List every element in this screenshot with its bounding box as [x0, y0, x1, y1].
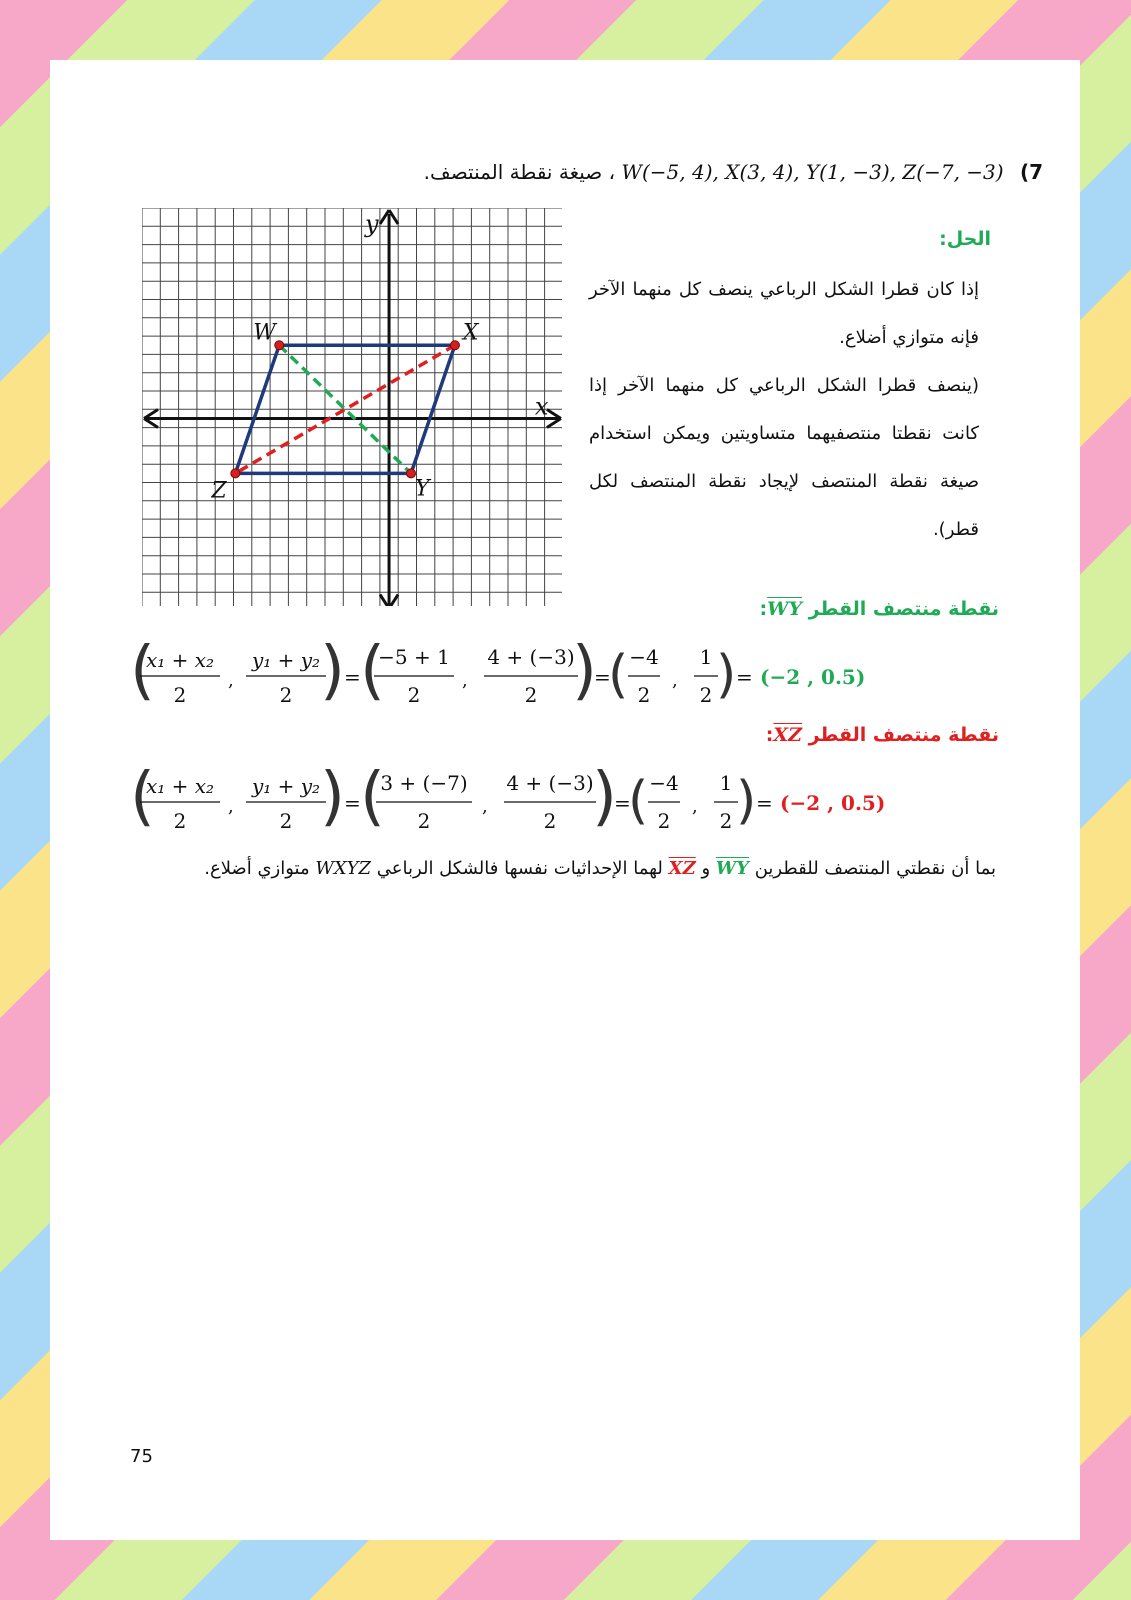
- wy-label-text: نقطة منتصف القطر: [808, 598, 999, 620]
- eq2-den-4: 2: [543, 809, 557, 833]
- svg-text:): ): [320, 760, 345, 834]
- eq2-den-3: 2: [417, 809, 431, 833]
- svg-text:=: =: [344, 791, 361, 815]
- point-label-z: Z: [211, 478, 227, 504]
- point-x: [450, 341, 459, 350]
- point-w: [275, 341, 284, 350]
- eq2-den-2: 2: [279, 809, 293, 833]
- conclusion-quad: WXYZ: [315, 858, 372, 879]
- eq1-sub-x: −5 + 1: [378, 645, 450, 669]
- svg-text:(: (: [130, 634, 155, 708]
- point-label-y: Y: [415, 476, 430, 502]
- conclusion-part3: متوازي أضلاع.: [204, 858, 310, 879]
- svg-text:): ): [572, 634, 597, 708]
- conclusion-wy: $\overline{WY}$: [715, 858, 749, 879]
- solution-paragraph-1: إذا كان قطرا الشكل الرباعي ينصف كل منهما الآخر فإنه متوازي أضلاع.: [589, 279, 979, 348]
- y-axis-label: y: [365, 210, 379, 238]
- conclusion: [96, 858, 996, 879]
- problem-statement: [143, 160, 1043, 184]
- eq1-den-1: 2: [173, 683, 187, 707]
- svg-text:=: =: [736, 665, 753, 689]
- eq2-formula-y: y₁ + y₂: [251, 774, 321, 798]
- conclusion-part2: لهما الإحداثيات نفسها فالشكل الرباعي: [376, 858, 663, 879]
- svg-text:=: =: [594, 665, 611, 689]
- xz-label-text: نقطة منتصف القطر: [808, 724, 999, 746]
- eq2-result: (−2 , 0.5): [780, 791, 886, 815]
- svg-text:(: (: [130, 760, 155, 834]
- eq1-den-6: 2: [699, 683, 713, 707]
- xz-diagonal-name: $\overline{XZ}$: [773, 724, 803, 746]
- svg-text:): ): [320, 634, 345, 708]
- svg-text:,: ,: [672, 670, 678, 691]
- svg-text:=: =: [756, 791, 773, 815]
- xz-midpoint-label: [766, 724, 999, 746]
- eq2-den-1: 2: [173, 809, 187, 833]
- svg-text:,: ,: [228, 796, 234, 817]
- eq1-den-4: 2: [524, 683, 538, 707]
- solution-label: الحل:: [939, 228, 991, 250]
- svg-text:,: ,: [482, 796, 488, 817]
- eq2-sub-x: 3 + (−7): [380, 771, 468, 795]
- conclusion-xz: $\overline{XZ}$: [668, 858, 696, 879]
- coordinate-graph: [142, 208, 562, 610]
- problem-suffix: ، صيغة نقطة المنتصف.: [423, 160, 616, 184]
- eq1-sub-y: 4 + (−3): [487, 645, 575, 669]
- eq1-den-3: 2: [407, 683, 421, 707]
- svg-text:(: (: [608, 645, 629, 705]
- problem-number: 7): [1019, 160, 1043, 184]
- eq2-res-x: −4: [649, 771, 679, 795]
- problem-coordinates: W(−5, 4), X(3, 4), Y(1, −3), Z(−7, −3): [621, 160, 1004, 184]
- eq2-formula-x: x₁ + x₂: [145, 774, 215, 798]
- eq2-res-y: 1: [719, 771, 733, 795]
- svg-text:=: =: [614, 791, 631, 815]
- eq1-den-2: 2: [279, 683, 293, 707]
- eq2-den-5: 2: [657, 809, 671, 833]
- wy-midpoint-label: [760, 598, 999, 620]
- wy-colon: :: [759, 598, 768, 620]
- eq2-den-6: 2: [719, 809, 733, 833]
- svg-text:): ): [592, 760, 617, 834]
- eq1-den-5: 2: [637, 683, 651, 707]
- xz-colon: :: [765, 724, 774, 746]
- solution-paragraph-2: (ينصف قطرا الشكل الرباعي كل منهما الآخر إذا كانت نقطتا منتصفيهما متساويتين ويمكن استخدام صيغة نقطة المنتصف لإيجاد نقطة المنتصف لكل قطر).: [589, 375, 979, 540]
- svg-text:): ): [716, 645, 737, 705]
- point-z: [231, 469, 240, 478]
- eq1-res-x: −4: [629, 645, 659, 669]
- conclusion-part1: بما أن نقطتي المنتصف للقطرين: [754, 858, 996, 879]
- point-label-w: W: [253, 320, 276, 346]
- graph-svg: [142, 208, 562, 606]
- eq1-formula-y: y₁ + y₂: [251, 648, 321, 672]
- point-label-x: X: [462, 320, 479, 346]
- svg-text:,: ,: [462, 670, 468, 691]
- eq1-formula-x: x₁ + x₂: [145, 648, 215, 672]
- svg-text:): ): [736, 771, 757, 831]
- svg-text:=: =: [344, 665, 361, 689]
- svg-text:(: (: [628, 771, 649, 831]
- eq1-res-y: 1: [699, 645, 713, 669]
- equation-xz: [120, 760, 940, 844]
- equation-wy: [120, 634, 920, 718]
- conclusion-and: و: [701, 858, 711, 879]
- svg-text:(: (: [360, 760, 385, 834]
- x-axis-label: x: [534, 392, 549, 421]
- svg-text:,: ,: [692, 796, 698, 817]
- page-number: 75: [130, 1446, 153, 1467]
- svg-text:,: ,: [228, 670, 234, 691]
- eq2-sub-y: 4 + (−3): [506, 771, 594, 795]
- eq1-result: (−2 , 0.5): [760, 665, 866, 689]
- svg-text:(: (: [360, 634, 385, 708]
- wy-diagonal-name: $\overline{WY}$: [767, 598, 803, 620]
